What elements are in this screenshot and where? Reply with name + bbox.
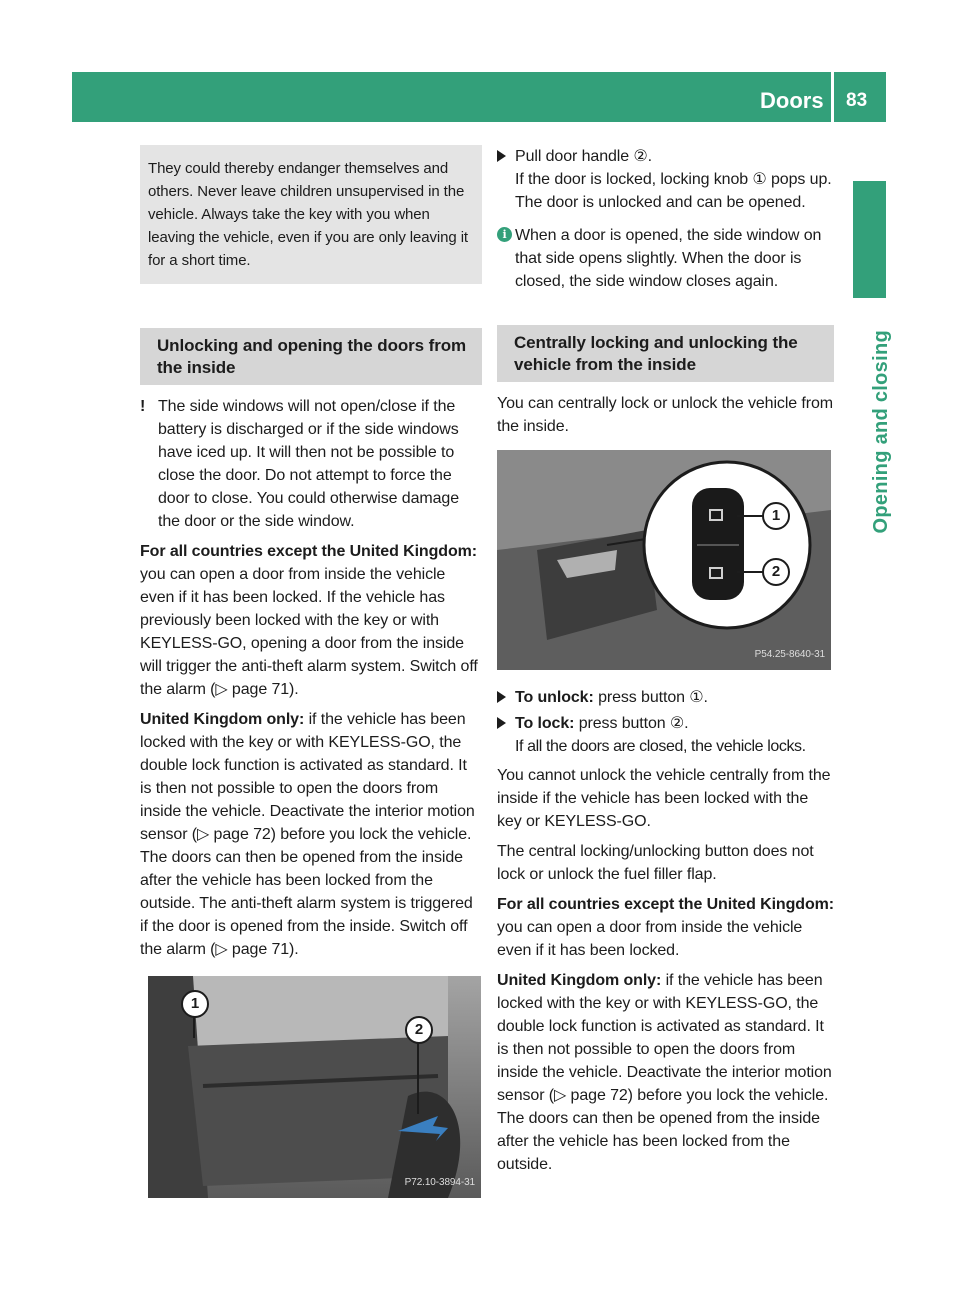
step-unlock [497,686,834,709]
uk-text: if the vehicle has been locked with the key or with KEYLESS-GO, the double lock function is activated as standard. It is then not possible to open the doors from inside the vehicle. Deactivate the interior motion sensor (▷ page 72) before you lock the vehicle. The doors can then be opened from the inside after the vehicle has been locked from the outside. The anti-theft alarm system is triggered if the door is opened from the inside. Switch off the alarm (▷ page 71). [140,711,475,958]
chapter-tab [853,181,886,298]
central-intro: You can centrally lock or unlock the vehicle from the inside. [497,395,834,435]
callout-lock-button: 2 [762,558,790,586]
caution-icon: ! [140,398,146,415]
central-para-1: You cannot unlock the vehicle centrally from the inside if the vehicle has been locked with the key or KEYLESS-GO. [497,767,831,830]
unlock-text: press button ①. [598,689,708,706]
countries-text: you can open a door from inside the vehicle even if it has been locked. [497,919,803,959]
central-para-2: The central locking/unlocking button does not lock or unlock the fuel filler flap. [497,843,814,883]
countries-paragraph [140,540,482,701]
lock-label: To lock: [515,715,575,732]
right-column [497,145,834,1183]
countries-text: you can open a door from inside the vehicle even if it has been locked. If the vehicle has previously been locked with the key or with KEYLESS-GO, opening a door from the inside will trigger the anti-theft alarm system. Switch off the alarm (▷ page 71). [140,566,478,698]
info-icon: i [497,227,512,242]
callout-door-handle: 2 [405,1016,433,1044]
step-pull-text: Pull door handle ②. [515,148,652,165]
lock-detail: If all the doors are closed, the vehicle locks. [515,738,806,755]
image-caption: P72.10-3894-31 [404,1177,475,1188]
uk-label: United Kingdom only: [140,711,305,728]
section-heading-unlocking: Unlocking and opening the doors from the inside [140,328,482,385]
uk-paragraph [140,708,482,961]
lock-text: press button ②. [578,715,689,732]
warning-text: They could thereby endanger themselves and others. Never leave children unsupervised in the vehicle. Always take the key with you when leaving the vehicle, even if you are only leaving it for a short time. [148,160,468,269]
caution-text: The side windows will not open/close if the battery is discharged or if the side windows have iced up. It will then not be possible to close the door. Do not attempt to force the door to close. You could otherwise damage the door or the side window. [158,398,459,530]
step-arrow-icon [497,150,506,162]
countries-label: For all countries except the United Kingdom: [497,896,834,913]
step-lock [497,712,834,758]
countries-label: For all countries except the United Kingdom: [140,543,477,560]
info-text: When a door is opened, the side window on that side opens slightly. When the door is closed, the side window closes again. [515,227,822,290]
step-arrow-icon [497,691,506,703]
warning-box [140,145,482,284]
uk-text: if the vehicle has been locked with the key or with KEYLESS-GO, the double lock function is activated as standard. It is then not possible to open the doors from inside the vehicle. Deactivate the interior motion sensor (▷ page 72) before you lock the vehicle. The doors can then be opened from the inside after the vehicle has been locked from the outside. [497,972,832,1173]
step-arrow-icon [497,717,506,729]
uk-label: United Kingdom only: [497,972,662,989]
page-number: 83 [846,90,868,111]
uk-paragraph [497,969,834,1176]
central-lock-button-image [497,450,831,670]
unlock-label: To unlock: [515,689,594,706]
chapter-label: Opening and closing [870,330,892,534]
left-column [140,145,482,1198]
step-pull-detail: If the door is locked, locking knob ① pops up. The door is unlocked and can be opened. [515,171,832,211]
countries-paragraph [497,893,834,962]
header-title: Doors [760,88,824,113]
section-heading-central-locking: Centrally locking and unlocking the vehicle from the inside [497,325,834,382]
door-handle-image [148,976,481,1198]
callout-unlock-button: 1 [762,502,790,530]
header-separator [831,72,834,122]
info-note [497,224,834,293]
callout-locking-knob: 1 [181,990,209,1018]
step-pull-handle [497,145,834,214]
caution-note [140,395,482,533]
image-caption: P54.25-8640-31 [754,649,825,660]
